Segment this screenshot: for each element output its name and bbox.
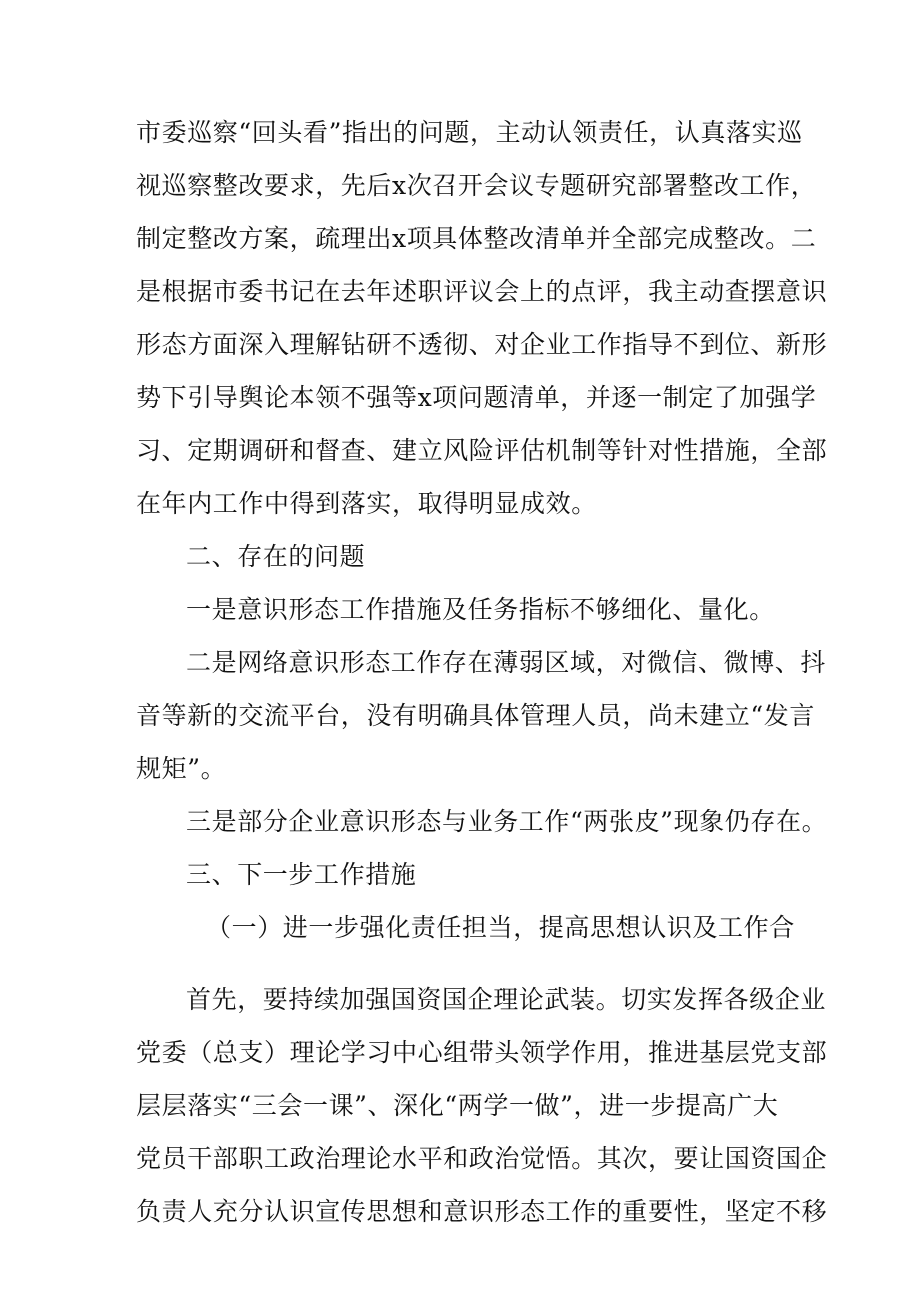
paragraph-line: 规矩”。 [136,754,227,783]
paragraph-line: 市委巡察“回头看”指出的问题，主动认领责任，认真落实巡 [136,118,803,147]
paragraph-line: 势下引导舆论本领不强等x项问题清单，并逐一制定了加强学 [136,383,817,412]
paragraph-line: 三是部分企业意识形态与业务工作“两张皮”现象仍存在。 [186,807,828,836]
paragraph-line: 在年内工作中得到落实，取得明显成效。 [136,489,597,518]
paragraph-line: 层层落实“三会一课”、深化“两学一做”，进一步提高广大 [136,1091,779,1120]
paragraph-line: 二是网络意识形态工作存在薄弱区域，对微信、微博、抖 [186,648,827,677]
paragraph-line: 音等新的交流平台，没有明确具体管理人员，尚未建立“发言 [136,701,815,730]
paragraph-line: 制定整改方案，疏理出x项具体整改清单并全部完成整改。二 [136,224,817,253]
paragraph-line: 是根据市委书记在去年述职评议会上的点评，我主动查摆意识 [136,277,828,306]
paragraph-line: 视巡察整改要求，先后x次召开会议专题研究部署整改工作， [136,171,817,200]
subsection-heading: （一）进一步强化责任担当，提高思想认识及工作合 [206,913,795,942]
section-heading: 三、下一步工作措施 [186,860,417,889]
paragraph-line: 首先，要持续加强国资国企理论武装。切实发挥各级企业 [186,985,827,1014]
document-body [136,106,828,1238]
paragraph-line: 负责人充分认识宣传思想和意识形态工作的重要性，坚定不移 [136,1197,828,1226]
paragraph-line: 习、定期调研和督查、建立风险评估机制等针对性措施，全部 [136,436,828,465]
paragraph-line: 形态方面深入理解钻研不透彻、对企业工作指导不到位、新形 [136,330,828,359]
section-heading: 二、存在的问题 [186,542,366,571]
paragraph-line: 党委（总支）理论学习中心组带头领学作用，推进基层党支部 [136,1038,828,1067]
paragraph-line: 党员干部职工政治理论水平和政治觉悟。其次，要让国资国企 [136,1144,828,1173]
paragraph-line: 一是意识形态工作措施及任务指标不够细化、量化。 [186,595,775,624]
